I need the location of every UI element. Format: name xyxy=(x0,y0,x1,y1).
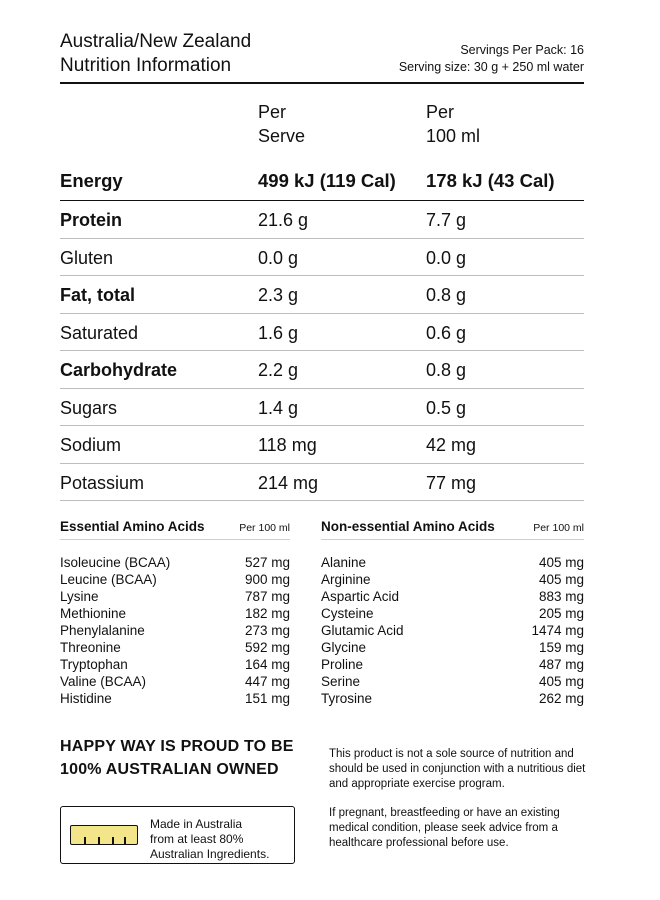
amino-value: 787 mg xyxy=(244,589,290,604)
column-header-per-100ml xyxy=(426,100,480,148)
amino-name: Threonine xyxy=(60,640,121,655)
amino-value: 1474 mg xyxy=(531,623,584,638)
amino-name: Cysteine xyxy=(321,606,374,621)
serving-size: Serving size: 30 g + 250 ml water xyxy=(398,60,584,74)
nonessential-amino-per: Per 100 ml xyxy=(533,522,584,534)
made-in-line-2: from at least 80% xyxy=(150,832,244,846)
per-serve-value: 21.6 g xyxy=(258,210,309,230)
nonessential-amino-header xyxy=(321,518,584,540)
essential-amino-acids-table xyxy=(60,518,290,707)
per-serve-value: 2.2 g xyxy=(258,360,299,380)
label-title xyxy=(60,30,251,78)
nutrient-name: Fat, total xyxy=(60,285,135,305)
essential-amino-list xyxy=(60,554,290,707)
essential-amino-header xyxy=(60,518,290,540)
amino-value: 151 mg xyxy=(244,691,290,706)
amino-name: Glutamic Acid xyxy=(321,623,404,638)
nutrient-name: Sodium xyxy=(60,435,122,455)
amino-name: Glycine xyxy=(321,640,367,655)
amino-value: 164 mg xyxy=(244,657,290,672)
amino-row xyxy=(60,554,290,571)
per-serve-value: 1.4 g xyxy=(258,397,299,418)
made-in-text xyxy=(150,817,269,862)
amino-row xyxy=(321,673,584,690)
per-100-value: 7.7 g xyxy=(426,210,467,230)
amino-row xyxy=(321,554,584,571)
amino-name: Isoleucine (BCAA) xyxy=(60,555,171,570)
per-100-value: 0.6 g xyxy=(426,322,467,343)
amino-name: Arginine xyxy=(321,572,371,587)
column-header-per-serve xyxy=(258,100,305,148)
amino-name: Histidine xyxy=(60,691,112,706)
amino-value: 262 mg xyxy=(538,691,584,706)
amino-name: Tyrosine xyxy=(321,691,373,706)
amino-row xyxy=(60,673,290,690)
proud-line-2: 100% AUSTRALIAN OWNED xyxy=(60,761,279,778)
amino-name: Lysine xyxy=(60,589,99,604)
per-serve-value: 499 kJ (119 Cal) xyxy=(258,170,396,191)
amino-value: 159 mg xyxy=(538,640,584,655)
amino-row xyxy=(60,622,290,639)
amino-name: Phenylalanine xyxy=(60,623,145,638)
nutrition-row-energy xyxy=(60,162,584,201)
amino-row xyxy=(321,639,584,656)
per-100-line-1: Per xyxy=(426,102,455,122)
amino-value: 883 mg xyxy=(538,589,584,604)
per-100-value: 0.8 g xyxy=(426,285,467,305)
per-100-value: 178 kJ (43 Cal) xyxy=(426,170,555,191)
nonessential-amino-acids-table xyxy=(321,518,584,707)
nutrient-name: Protein xyxy=(60,210,123,230)
nutrition-row-sodium xyxy=(60,426,584,464)
nutrition-row-protein xyxy=(60,201,584,239)
per-serve-value: 0.0 g xyxy=(258,247,299,268)
amino-value: 487 mg xyxy=(538,657,584,672)
amino-name: Leucine (BCAA) xyxy=(60,572,157,587)
servings-per-pack: Servings Per Pack: 16 xyxy=(460,43,584,57)
amino-row xyxy=(60,639,290,656)
serving-info xyxy=(399,42,584,76)
per-100-value: 42 mg xyxy=(426,435,477,455)
proud-line-1: HAPPY WAY IS PROUD TO BE xyxy=(60,738,294,755)
nutrition-row-saturated xyxy=(60,314,584,352)
essential-amino-per: Per 100 ml xyxy=(239,522,290,534)
amino-row xyxy=(60,588,290,605)
amino-value: 182 mg xyxy=(244,606,290,621)
nutrient-name: Energy xyxy=(60,170,123,191)
amino-row xyxy=(321,571,584,588)
per-serve-value: 118 mg xyxy=(258,435,317,455)
amino-value: 900 mg xyxy=(244,572,290,587)
amino-name: Aspartic Acid xyxy=(321,589,400,604)
per-100-line-2: 100 ml xyxy=(426,126,481,146)
label-header xyxy=(60,30,584,82)
amino-value: 527 mg xyxy=(244,555,290,570)
amino-value: 405 mg xyxy=(538,572,584,587)
title-line-2: Nutrition Information xyxy=(60,55,232,76)
per-100-value: 0.5 g xyxy=(426,397,467,418)
amino-value: 405 mg xyxy=(538,555,584,570)
amino-name: Proline xyxy=(321,657,364,672)
amino-row xyxy=(60,605,290,622)
amino-row xyxy=(321,622,584,639)
nutrient-name: Saturated xyxy=(60,322,139,343)
per-serve-value: 1.6 g xyxy=(258,322,299,343)
nutrition-row-potassium xyxy=(60,464,584,502)
per-100-value: 77 mg xyxy=(426,472,477,493)
amino-row xyxy=(321,605,584,622)
essential-amino-title: Essential Amino Acids xyxy=(60,519,205,534)
pregnancy-disclaimer: If pregnant, breastfeeding or have an existing medical condition, please seek advice from a healthcare professional before use. xyxy=(329,807,560,849)
amino-value: 205 mg xyxy=(538,606,584,621)
made-in-australia-badge xyxy=(60,806,295,864)
amino-row xyxy=(321,588,584,605)
amino-row xyxy=(321,656,584,673)
amino-name: Valine (BCAA) xyxy=(60,674,147,689)
sole-source-disclaimer: This product is not a sole source of nutrition and should be used in conjunction with a nutritious diet and appropriate exercise program. xyxy=(329,748,586,790)
amino-row xyxy=(60,690,290,707)
amino-row xyxy=(60,571,290,588)
ingredient-bar-graph-icon xyxy=(70,825,138,845)
disclaimer-notes xyxy=(329,747,591,851)
nonessential-amino-list xyxy=(321,554,584,707)
nutrient-name: Sugars xyxy=(60,397,118,418)
amino-name: Tryptophan xyxy=(60,657,128,672)
nutrition-row-gluten xyxy=(60,239,584,277)
per-100-value: 0.0 g xyxy=(426,247,467,268)
per-serve-line-2: Serve xyxy=(258,126,306,146)
amino-value: 273 mg xyxy=(244,623,290,638)
nutrition-row-carbohydrate xyxy=(60,351,584,389)
amino-value: 405 mg xyxy=(538,674,584,689)
nutrition-row-fat-total xyxy=(60,276,584,314)
made-in-line-3: Australian Ingredients. xyxy=(150,847,270,861)
per-serve-value: 2.3 g xyxy=(258,285,299,305)
nutrition-table xyxy=(60,162,584,501)
made-in-line-1: Made in Australia xyxy=(150,817,243,831)
title-line-1: Australia/New Zealand xyxy=(60,31,252,52)
amino-name: Alanine xyxy=(321,555,367,570)
nutrition-row-sugars xyxy=(60,389,584,427)
nonessential-amino-title: Non-essential Amino Acids xyxy=(321,519,495,534)
per-serve-line-1: Per xyxy=(258,102,287,122)
nutrient-name: Potassium xyxy=(60,472,145,493)
header-divider xyxy=(60,82,584,84)
per-serve-value: 214 mg xyxy=(258,472,319,493)
amino-name: Methionine xyxy=(60,606,127,621)
amino-name: Serine xyxy=(321,674,361,689)
per-100-value: 0.8 g xyxy=(426,360,467,380)
amino-value: 447 mg xyxy=(244,674,290,689)
amino-row xyxy=(321,690,584,707)
amino-value: 592 mg xyxy=(244,640,290,655)
amino-row xyxy=(60,656,290,673)
nutrient-name: Gluten xyxy=(60,247,114,268)
nutrient-name: Carbohydrate xyxy=(60,360,178,380)
australian-owned-statement xyxy=(60,735,294,781)
